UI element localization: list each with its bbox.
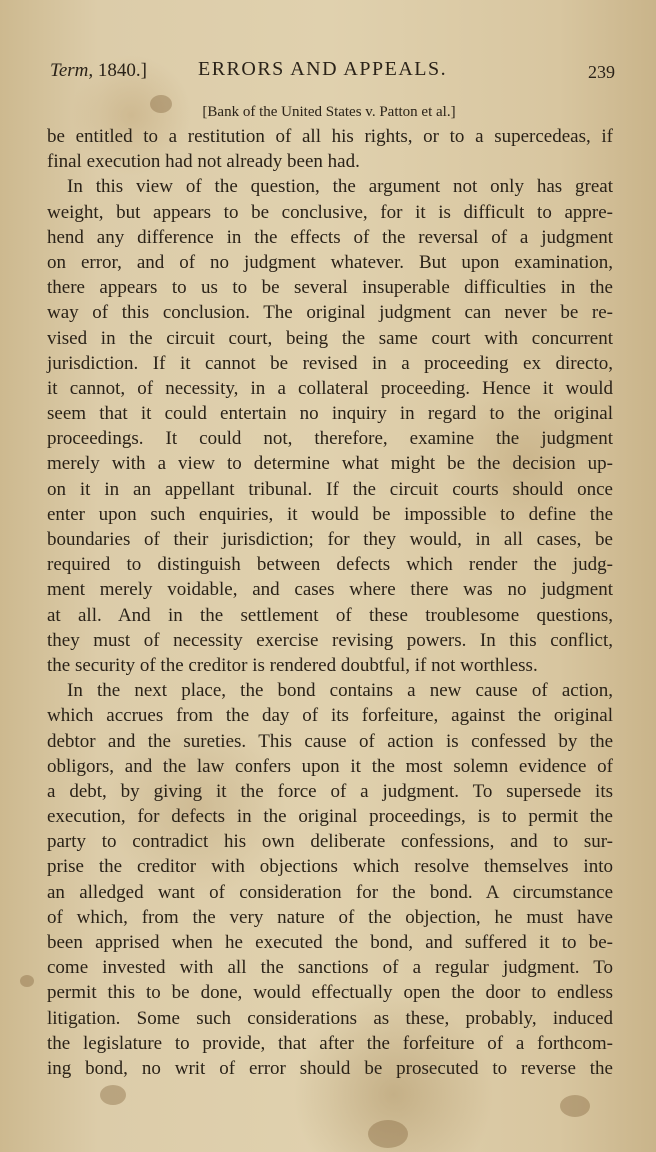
text-line: on error, and of no judgment whatever. But upon examination, (47, 251, 613, 273)
text-line: the security of the creditor is rendered doubtful, if not worthless. (47, 654, 538, 676)
text-line: vised in the circuit court, being the same court with concurrent (47, 327, 613, 349)
body-text (47, 124, 613, 1081)
text-line: it cannot, of necessity, in a collateral proceeding. Hence it would (47, 377, 613, 399)
text-line: prise the creditor with objections which resolve themselves into (47, 856, 613, 878)
text-line: jurisdiction. If it cannot be revised in a proceeding ex directo, (47, 352, 613, 374)
page-number: 239 (588, 62, 615, 82)
foxing-spot (100, 1085, 126, 1105)
text-line: debtor and the sureties. This cause of action is confessed by the (47, 730, 613, 752)
text-line: required to distinguish between defects which render the judg- (47, 554, 613, 576)
text-line: In this view of the question, the argument not only has great (67, 176, 613, 198)
page-header (50, 58, 615, 86)
text-line: there appears to us to be several insuperable difficulties in the (47, 277, 613, 299)
text-line: be entitled to a restitution of all his rights, or to a supercedeas, if (47, 126, 613, 147)
text-line: final execution had not already been had. (47, 151, 360, 173)
text-line: which accrues from the day of its forfeiture, against the original (47, 705, 613, 727)
text-line: In the next place, the bond contains a new cause of action, (67, 680, 613, 702)
text-line: way of this conclusion. The original judgment can never be re- (47, 302, 613, 324)
text-line: seem that it could entertain no inquiry in regard to the original (47, 403, 613, 425)
text-line: they must of necessity exercise revising powers. In this conflict, (47, 629, 613, 651)
text-line: the legislature to provide, that after the forfeiture of a forthcom- (47, 1032, 613, 1054)
text-line: execution, for defects in the original proceedings, is to permit the (47, 806, 613, 828)
text-line: at all. And in the settlement of these troublesome questions, (47, 604, 613, 626)
text-line: weight, but appears to be conclusive, for it is difficult to appre- (47, 201, 613, 223)
text-line: on it in an appellant tribunal. If the circuit courts should once (47, 478, 613, 500)
text-line: party to contradict his own deliberate confessions, and to sur- (47, 831, 613, 853)
text-line: litigation. Some such considerations as these, probably, induced (47, 1007, 613, 1029)
text-line: enter upon such enquiries, it would be impossible to define the (47, 503, 613, 525)
text-line: been apprised when he executed the bond, and suffered it to be- (47, 932, 613, 953)
foxing-spot (368, 1120, 408, 1148)
running-title: ERRORS AND APPEALS. (198, 58, 448, 80)
text-line: come invested with all the sanctions of a regular judgment. To (47, 957, 613, 979)
term-label: Term, 1840.] (50, 60, 147, 81)
text-line: an alledged want of consideration for the bond. A circumstance (47, 881, 613, 903)
text-line: of which, from the very nature of the objection, he must have (47, 906, 613, 928)
text-line: a debt, by giving it the force of a judgment. To supersede its (47, 780, 613, 802)
text-line: obligors, and the law confers upon it the most solemn evidence of (47, 755, 613, 777)
text-line: permit this to be done, would effectually open the door to endless (47, 982, 613, 1004)
foxing-spot (20, 975, 34, 987)
text-line: proceedings. It could not, therefore, examine the judgment (47, 428, 613, 450)
text-line: ing bond, no writ of error should be prosecuted to reverse the (47, 1057, 613, 1079)
text-line: ment merely voidable, and cases where there was no judgment (47, 579, 613, 601)
text-line: merely with a view to determine what might be the decision up- (47, 453, 613, 475)
foxing-spot (560, 1095, 590, 1117)
case-reference: [Bank of the United States v. Patton et al.] (202, 104, 456, 120)
text-line: hend any difference in the effects of the reversal of a judgment (47, 226, 613, 248)
text-line: boundaries of their jurisdiction; for they would, in all cases, be (47, 529, 613, 550)
